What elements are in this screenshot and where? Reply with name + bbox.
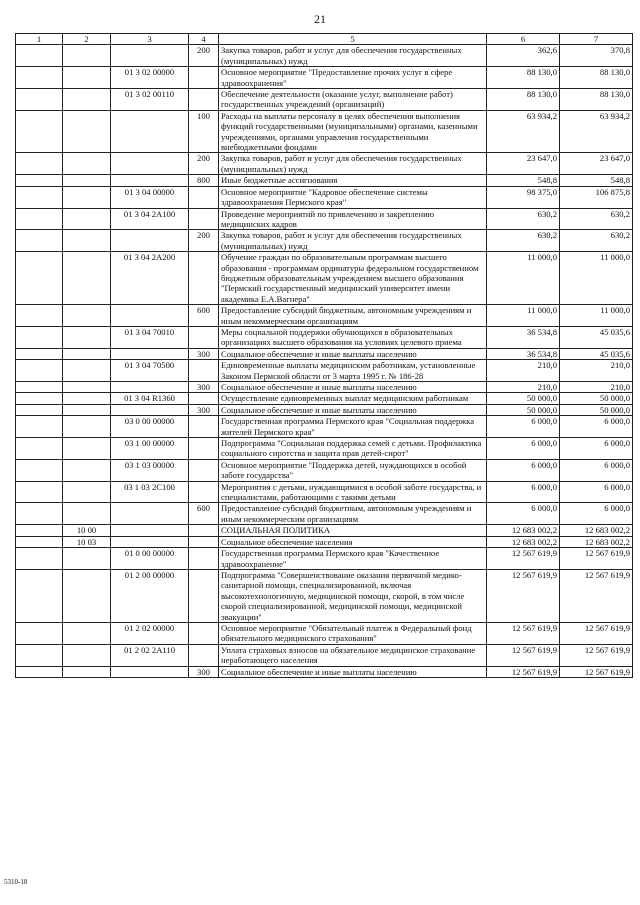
table-row [16,305,633,327]
table-row [16,230,633,252]
cell-chapter [16,382,63,393]
cell-target-article [111,305,189,327]
cell-amount-2020: 210,0 [560,382,633,393]
cell-amount-2019: 98 375,0 [487,186,560,208]
table-row [16,326,633,348]
cell-amount-2020: 210,0 [560,360,633,382]
cell-amount-2019: 6 000,0 [487,459,560,481]
cell-expense-type [189,459,219,481]
cell-chapter [16,459,63,481]
cell-description: Государственная программа Пермского края "Качественное здравоохранение" [219,548,487,570]
cell-amount-2019: 362,6 [487,45,560,67]
cell-description: Мероприятия с детьми, нуждающимися в особой заботе государства, и специалистами, работающими с такими детьми [219,481,487,503]
cell-target-article [111,404,189,415]
cell-expense-type [189,622,219,644]
cell-description: Предоставление субсидий бюджетным, автономным учреждениям и иным некоммерческим организациям [219,305,487,327]
cell-expense-type [189,438,219,460]
cell-section [63,459,111,481]
cell-expense-type [189,548,219,570]
cell-chapter [16,153,63,175]
cell-amount-2020: 548,8 [560,175,633,186]
cell-target-article [111,666,189,677]
cell-amount-2019: 50 000,0 [487,404,560,415]
cell-amount-2019: 11 000,0 [487,252,560,305]
cell-chapter [16,569,63,622]
cell-amount-2020: 6 000,0 [560,416,633,438]
page-number: 21 [314,12,326,26]
table-row [16,569,633,622]
table-row [16,416,633,438]
cell-amount-2020: 88 130,0 [560,67,633,89]
cell-target-article: 01 3 04 00000 [111,186,189,208]
cell-description: Основное мероприятие "Кадровое обеспечение системы здравоохранения Пермского края" [219,186,487,208]
table-row [16,360,633,382]
table-row [16,536,633,547]
cell-chapter [16,110,63,153]
cell-amount-2019: 50 000,0 [487,393,560,404]
budget-table [15,33,633,678]
header-col-6: 6 [487,34,560,45]
cell-target-article: 01 2 00 00000 [111,569,189,622]
cell-amount-2019: 6 000,0 [487,481,560,503]
table-row [16,548,633,570]
cell-section [63,438,111,460]
table-row [16,67,633,89]
cell-chapter [16,67,63,89]
cell-description: Единовременные выплаты медицинским работникам, установленные Законом Пермской области от 3 марта 1995 г. № 186-28 [219,360,487,382]
cell-amount-2020: 63 934,2 [560,110,633,153]
table-row [16,89,633,111]
cell-target-article [111,175,189,186]
cell-section [63,153,111,175]
cell-description: Предоставление субсидий бюджетным, автономным учреждениям и иным некоммерческим организациям [219,503,487,525]
cell-chapter [16,348,63,359]
table-row [16,503,633,525]
cell-amount-2019: 210,0 [487,382,560,393]
cell-description: Обеспечение деятельности (оказание услуг, выполнение работ) государственных учреждений (организаций) [219,89,487,111]
table-row [16,393,633,404]
cell-description: Социальное обеспечение и иные выплаты населению [219,382,487,393]
cell-section [63,644,111,666]
cell-amount-2020: 12 567 619,9 [560,569,633,622]
cell-chapter [16,438,63,460]
cell-expense-type [189,89,219,111]
cell-section [63,175,111,186]
cell-section [63,89,111,111]
cell-target-article [111,382,189,393]
cell-expense-type [189,569,219,622]
cell-chapter [16,45,63,67]
cell-expense-type: 100 [189,110,219,153]
cell-chapter [16,360,63,382]
cell-amount-2019: 548,8 [487,175,560,186]
table-row [16,252,633,305]
cell-description: Государственная программа Пермского края "Социальная поддержка жителей Пермского края" [219,416,487,438]
cell-target-article [111,525,189,536]
cell-description: Основное мероприятие "Поддержка детей, нуждающихся в особой заботе государства" [219,459,487,481]
cell-amount-2020: 12 567 619,9 [560,548,633,570]
cell-description: Основное мероприятие "Предоставление прочих услуг в сфере здравоохранения" [219,67,487,89]
cell-chapter [16,208,63,230]
cell-section [63,67,111,89]
cell-section [63,404,111,415]
cell-expense-type: 300 [189,382,219,393]
cell-chapter [16,644,63,666]
cell-amount-2020: 50 000,0 [560,393,633,404]
table-row [16,153,633,175]
cell-section [63,481,111,503]
cell-expense-type: 300 [189,666,219,677]
cell-chapter [16,536,63,547]
cell-section [63,348,111,359]
cell-chapter [16,326,63,348]
cell-description: Социальное обеспечение населения [219,536,487,547]
cell-expense-type [189,252,219,305]
cell-amount-2020: 6 000,0 [560,438,633,460]
cell-chapter [16,622,63,644]
cell-expense-type: 200 [189,230,219,252]
cell-chapter [16,230,63,252]
cell-amount-2020: 23 647,0 [560,153,633,175]
cell-description: Иные бюджетные ассигнования [219,175,487,186]
cell-description: СОЦИАЛЬНАЯ ПОЛИТИКА [219,525,487,536]
table-row [16,348,633,359]
cell-expense-type [189,416,219,438]
cell-description: Подпрограмма "Совершенствование оказания первичной медико-санитарной помощи, специализированной, включая высокотехнологичную, медицинской помощи, скорой, в том числе скорой специализированной, медицинской помощи, медицинской эвакуации" [219,569,487,622]
cell-amount-2020: 11 000,0 [560,252,633,305]
cell-amount-2019: 6 000,0 [487,416,560,438]
cell-section [63,622,111,644]
cell-chapter [16,393,63,404]
cell-target-article: 03 1 03 00000 [111,459,189,481]
cell-section [63,548,111,570]
cell-target-article: 01 0 00 00000 [111,548,189,570]
cell-description: Основное мероприятие "Обязательный платеж в Федеральный фонд обязательного медицинского страхования" [219,622,487,644]
cell-amount-2020: 370,8 [560,45,633,67]
footer-code: 5310-18 [4,878,28,886]
cell-amount-2019: 12 567 619,9 [487,569,560,622]
cell-description: Закупка товаров, работ и услуг для обеспечения государственных (муниципальных) нужд [219,45,487,67]
table-row [16,459,633,481]
cell-amount-2020: 50 000,0 [560,404,633,415]
cell-target-article [111,45,189,67]
cell-target-article: 01 3 02 00110 [111,89,189,111]
cell-section [63,416,111,438]
cell-amount-2019: 630,2 [487,208,560,230]
cell-description: Обучение граждан по образовательным программам высшего образования - программам ординатуры федеральном государственном бюджетным образовательным учреждением высшего образования "Пермский государственный медицинский университет имени академика Е.А.Вагнера" [219,252,487,305]
cell-chapter [16,503,63,525]
cell-section [63,569,111,622]
cell-expense-type: 300 [189,404,219,415]
cell-expense-type: 800 [189,175,219,186]
cell-description: Меры социальной поддержки обучающихся в образовательных организациях высшего образования на условиях целевого приема [219,326,487,348]
cell-description: Осуществление единовременных выплат медицинским работникам [219,393,487,404]
cell-amount-2019: 12 683 002,2 [487,536,560,547]
cell-section: 10 03 [63,536,111,547]
cell-expense-type [189,393,219,404]
table-row [16,404,633,415]
cell-description: Подпрограмма "Социальная поддержка семей с детьми. Профилактика социального сиротства и защита прав детей-сирот" [219,438,487,460]
cell-amount-2019: 12 683 002,2 [487,525,560,536]
table-header-row [16,34,633,45]
cell-section [63,360,111,382]
cell-chapter [16,416,63,438]
cell-chapter [16,548,63,570]
header-col-1: 1 [16,34,63,45]
cell-amount-2020: 12 567 619,9 [560,666,633,677]
cell-amount-2020: 106 875,8 [560,186,633,208]
cell-amount-2020: 12 567 619,9 [560,622,633,644]
cell-amount-2019: 63 934,2 [487,110,560,153]
cell-amount-2019: 12 567 619,9 [487,644,560,666]
cell-section [63,326,111,348]
cell-target-article: 03 0 00 00000 [111,416,189,438]
table-row [16,644,633,666]
cell-chapter [16,666,63,677]
cell-target-article [111,503,189,525]
cell-section [63,252,111,305]
cell-target-article [111,110,189,153]
cell-expense-type: 200 [189,45,219,67]
cell-expense-type [189,360,219,382]
cell-expense-type: 600 [189,305,219,327]
cell-section [63,666,111,677]
cell-target-article: 01 3 04 2А100 [111,208,189,230]
cell-amount-2020: 45 035,6 [560,326,633,348]
header-col-5: 5 [219,34,487,45]
cell-description: Закупка товаров, работ и услуг для обеспечения государственных (муниципальных) нужд [219,230,487,252]
cell-target-article: 01 3 04 2А200 [111,252,189,305]
cell-section [63,305,111,327]
cell-amount-2020: 12 683 002,2 [560,525,633,536]
cell-section: 10 00 [63,525,111,536]
cell-amount-2020: 88 130,0 [560,89,633,111]
table-row [16,175,633,186]
table-row [16,666,633,677]
cell-amount-2020: 12 683 002,2 [560,536,633,547]
cell-amount-2020: 6 000,0 [560,503,633,525]
cell-expense-type [189,67,219,89]
cell-chapter [16,175,63,186]
table-row [16,110,633,153]
cell-description: Уплата страховых взносов на обязательное медицинское страхование неработающего населения [219,644,487,666]
table-row [16,382,633,393]
header-col-2: 2 [63,34,111,45]
cell-chapter [16,404,63,415]
cell-chapter [16,252,63,305]
cell-amount-2020: 630,2 [560,230,633,252]
cell-amount-2020: 12 567 619,9 [560,644,633,666]
cell-target-article [111,230,189,252]
cell-section [63,186,111,208]
header-col-7: 7 [560,34,633,45]
table-row [16,622,633,644]
cell-amount-2019: 88 130,0 [487,67,560,89]
cell-expense-type [189,644,219,666]
cell-expense-type [189,208,219,230]
cell-description: Социальное обеспечение и иные выплаты населению [219,348,487,359]
cell-chapter [16,481,63,503]
cell-amount-2019: 6 000,0 [487,438,560,460]
cell-target-article [111,536,189,547]
table-row [16,208,633,230]
cell-amount-2020: 6 000,0 [560,481,633,503]
cell-amount-2019: 36 534,8 [487,348,560,359]
cell-amount-2019: 11 000,0 [487,305,560,327]
table-row [16,45,633,67]
cell-expense-type: 200 [189,153,219,175]
cell-target-article: 01 2 02 00000 [111,622,189,644]
cell-amount-2020: 6 000,0 [560,459,633,481]
cell-target-article [111,348,189,359]
table-row [16,438,633,460]
cell-expense-type [189,186,219,208]
cell-expense-type [189,326,219,348]
cell-target-article: 03 1 03 2С100 [111,481,189,503]
cell-amount-2020: 45 035,6 [560,348,633,359]
cell-target-article: 03 1 00 00000 [111,438,189,460]
cell-section [63,503,111,525]
cell-description: Расходы на выплаты персоналу в целях обеспечения выполнения функций государственными (муниципальными) органами, казенными учреждениями, органами управления государственными внебюджетными фондами [219,110,487,153]
cell-target-article [111,153,189,175]
cell-amount-2019: 36 534,8 [487,326,560,348]
cell-target-article: 01 3 04 70010 [111,326,189,348]
cell-section [63,393,111,404]
cell-amount-2019: 12 567 619,9 [487,622,560,644]
cell-amount-2020: 11 000,0 [560,305,633,327]
cell-chapter [16,525,63,536]
cell-amount-2019: 12 567 619,9 [487,548,560,570]
cell-description: Социальное обеспечение и иные выплаты населению [219,404,487,415]
table-row [16,186,633,208]
cell-target-article: 01 3 04 70500 [111,360,189,382]
table-body [16,45,633,678]
cell-chapter [16,186,63,208]
cell-amount-2019: 88 130,0 [487,89,560,111]
cell-amount-2019: 630,2 [487,230,560,252]
cell-section [63,110,111,153]
cell-expense-type [189,481,219,503]
cell-section [63,230,111,252]
cell-description: Закупка товаров, работ и услуг для обеспечения государственных (муниципальных) нужд [219,153,487,175]
cell-target-article: 01 3 02 00000 [111,67,189,89]
cell-amount-2019: 210,0 [487,360,560,382]
cell-amount-2019: 12 567 619,9 [487,666,560,677]
cell-description: Социальное обеспечение и иные выплаты населению [219,666,487,677]
table-row [16,481,633,503]
header-col-3: 3 [111,34,189,45]
cell-section [63,382,111,393]
cell-amount-2020: 630,2 [560,208,633,230]
cell-amount-2019: 23 647,0 [487,153,560,175]
cell-section [63,208,111,230]
cell-expense-type: 600 [189,503,219,525]
cell-expense-type [189,525,219,536]
cell-target-article: 01 2 02 2А110 [111,644,189,666]
cell-description: Проведение мероприятий по привлечению и закреплению медицинских кадров [219,208,487,230]
table-row [16,525,633,536]
cell-section [63,45,111,67]
cell-expense-type [189,536,219,547]
cell-chapter [16,89,63,111]
cell-expense-type: 300 [189,348,219,359]
cell-chapter [16,305,63,327]
header-col-4: 4 [189,34,219,45]
cell-target-article: 01 3 04 R1360 [111,393,189,404]
cell-amount-2019: 6 000,0 [487,503,560,525]
